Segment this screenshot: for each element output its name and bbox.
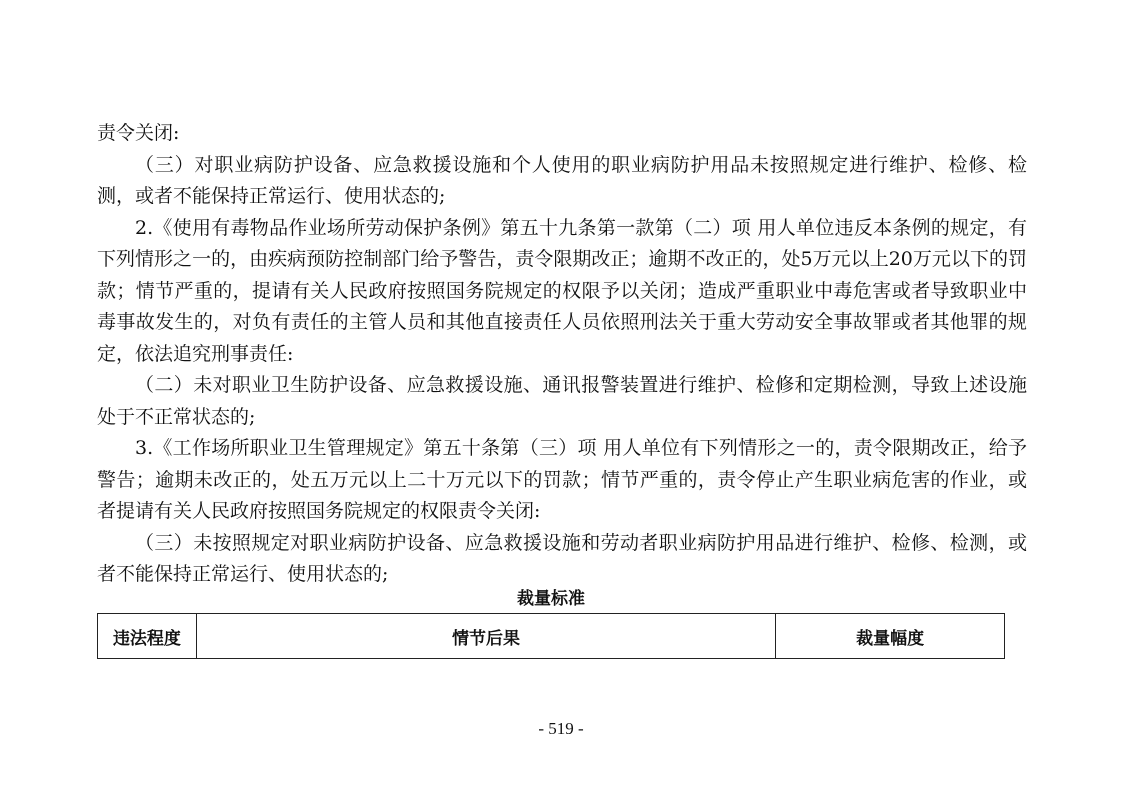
paragraph-item-3-protective-equipment: （三）未按照规定对职业病防护设备、应急救援设施和劳动者职业病防护用品进行维护、检修、检测，或者不能保持正常运行、使用状态的; (97, 531, 1027, 585)
paragraph-item-2-inspection: （二）未对职业卫生防护设备、应急救援设施、通讯报警装置进行维护、检修和定期检测，导致上述设施处于不正常状态的; (97, 374, 1027, 428)
document-body (97, 118, 1027, 591)
discretion-standard-table (97, 613, 1005, 659)
header-circumstances-consequences: 情节后果 (196, 614, 775, 659)
table-header-row (98, 614, 1005, 659)
table-caption: 裁量标准 (517, 589, 585, 609)
paragraph-continuation: 责令关闭: (97, 122, 180, 144)
paragraph-item-3-maintenance: （三）对职业病防护设备、应急救援设施和个人使用的职业病防护用品未按照规定进行维护、检修、检测，或者不能保持正常运行、使用状态的; (97, 153, 1027, 207)
paragraph-regulation-2: 2.《使用有毒物品作业场所劳动保护条例》第五十九条第一款第（二）项 用人单位违反本条例的规定，有下列情形之一的，由疾病预防控制部门给予警告，责令限期改正；逾期不改正的，处5万元以上20万元以下的罚款；情节严重的，提请有关人民政府按照国务院规定的权限予以关闭；造成严重职业中毒危害或者导致职业中毒事故发生的，对负有责任的主管人员和其他直接责任人员依照刑法关于重大劳动安全事故罪或者其他罪的规定，依法追究刑事责任: (97, 216, 1027, 365)
paragraph-regulation-3: 3.《工作场所职业卫生管理规定》第五十条第（三）项 用人单位有下列情形之一的，责令限期改正，给予警告；逾期未改正的，处五万元以上二十万元以下的罚款；情节严重的，责令停止产生职业病危害的作业，或者提请有关人民政府按照国务院规定的权限责令关闭: (97, 437, 1027, 522)
page-number: - 519 - (538, 719, 584, 738)
header-violation-degree: 违法程度 (98, 614, 197, 659)
header-discretion-range: 裁量幅度 (776, 614, 1005, 659)
